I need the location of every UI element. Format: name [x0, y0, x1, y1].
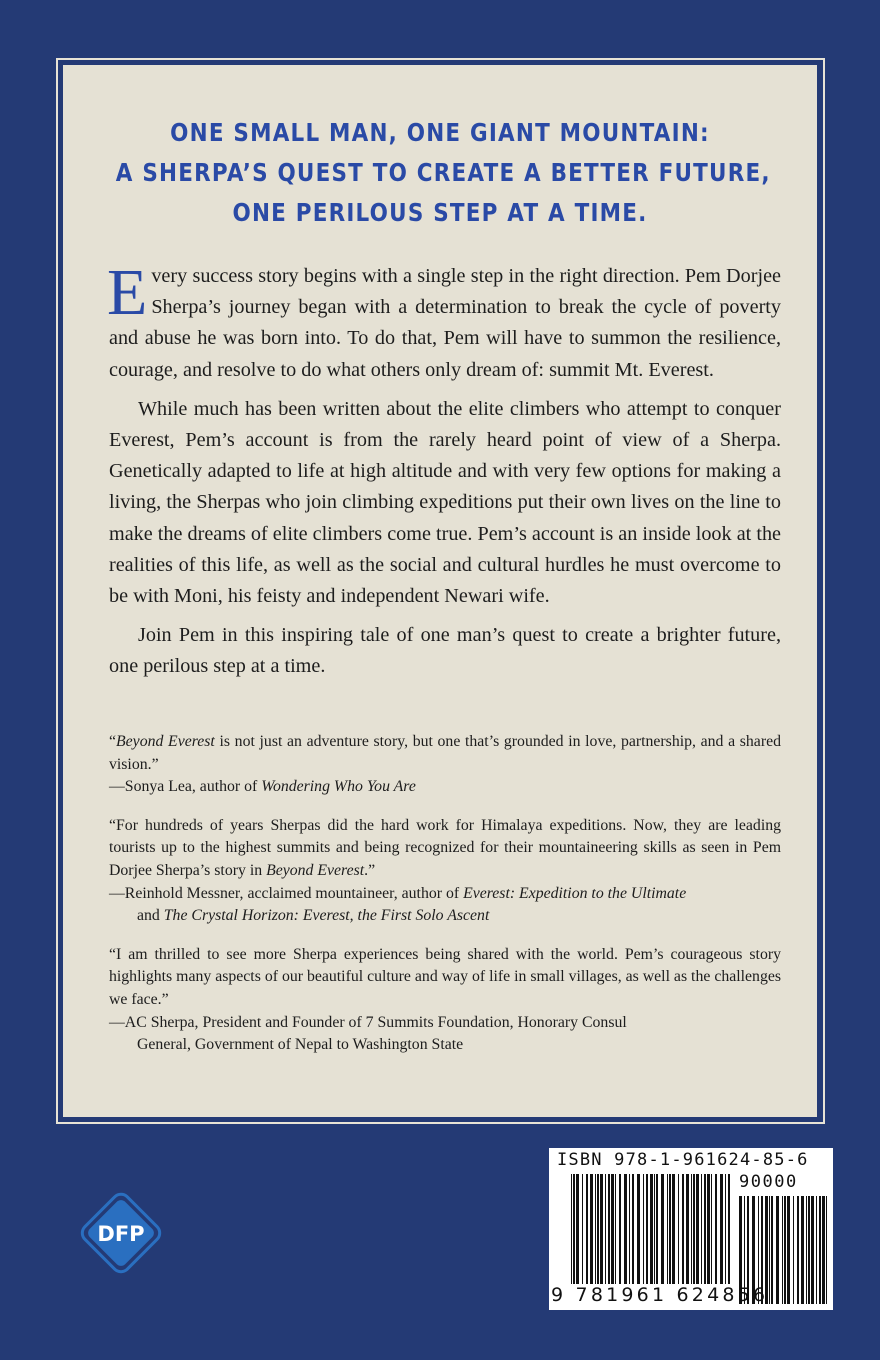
paragraph-2: While much has been written about the elite climbers who attempt to conquer Everest, Pem’s account is from the rarely heard point of view of a Sherpa. Genetically adapted to life at high altitude and with very few options for making a living, the Sherpas who join climbing expeditions put their own lives on the line to make the dreams of elite climbers come true. Pem’s account is an inside look at the realities of this life, as well as the social and cultural hurdles he must overcome to be with Moni, his feisty and independent Newari wife. [109, 397, 781, 608]
barcode-bar [654, 1174, 655, 1284]
drop-cap: E [107, 256, 148, 329]
barcode-bar [611, 1174, 614, 1284]
barcode-bar [686, 1174, 689, 1284]
attribution-continued [109, 905, 781, 928]
barcode-bar [808, 1196, 810, 1304]
paragraph-3: Join Pem in this inspiring tale of one man’s quest to create a brighter future, one perilous step at a time. [109, 624, 781, 678]
barcode-bar [816, 1196, 817, 1304]
quote-text: “For hundreds of years Sherpas did the hard work for Himalaya expeditions. Now, they are leading tourists up to the highest summits and being recognized for their mountaineering skills as seen in Pem Dorjee Sherpa’s story in [109, 816, 781, 879]
barcode-bar [590, 1174, 593, 1284]
endorsement-3 [109, 944, 781, 1057]
barcode-bar [643, 1174, 644, 1284]
ean-number: 9 781961 624856 [551, 1284, 769, 1306]
barcode-bar [822, 1196, 825, 1304]
headline-line-2: A SHERPA’S QUEST TO CREATE A BETTER FUTURE, [115, 158, 771, 187]
barcode-bar [669, 1174, 671, 1284]
barcode-bar [629, 1174, 630, 1284]
barcode-bar [597, 1174, 599, 1284]
barcode-bar [571, 1174, 572, 1284]
barcode-bar [624, 1174, 627, 1284]
attribution-and: and [137, 907, 164, 925]
endorsements [109, 731, 781, 1073]
barcode-bar [682, 1174, 684, 1284]
description [107, 256, 781, 691]
barcode-bar [701, 1174, 702, 1284]
barcode-bar [619, 1174, 621, 1284]
barcode-bar [650, 1174, 653, 1284]
barcode-bar [715, 1174, 717, 1284]
barcode-bar [693, 1174, 695, 1284]
barcode-bar [672, 1174, 675, 1284]
dfp-logo [74, 1186, 168, 1280]
attribution [109, 883, 781, 906]
barcode-bar [615, 1174, 616, 1284]
barcode-bar [811, 1196, 814, 1304]
barcode-bar [678, 1174, 679, 1284]
headline [115, 113, 771, 233]
barcode-bar [656, 1174, 658, 1284]
barcode-bar [586, 1174, 588, 1284]
barcode-bar [637, 1174, 640, 1284]
price-addon: 90000 [739, 1172, 798, 1192]
barcode-bar [646, 1174, 648, 1284]
barcode-bar [696, 1174, 699, 1284]
logo-text: DFP [97, 1222, 145, 1246]
endorsement-2 [109, 815, 781, 928]
attribution-continued: General, Government of Nepal to Washington State [137, 1036, 464, 1054]
barcode-bar [632, 1174, 634, 1284]
barcode-bar [728, 1174, 730, 1284]
barcode-bar [667, 1174, 668, 1284]
attribution-text: —Sonya Lea, author of [109, 778, 262, 796]
barcode-bar [769, 1196, 770, 1304]
barcode-bar [784, 1196, 786, 1304]
barcode-bar [605, 1174, 606, 1284]
paragraph-1-text: very success story begins with a single step in the right direction. Pem Dorjee Sherpa’s journey began with a determination to break the cycle of poverty and abuse he was born into. To do that, Pem will have to summon the resilience, courage, and resolve to do what others only dream of: summit Mt. Everest. [109, 265, 781, 381]
attribution-title: Wondering Who You Are [261, 778, 416, 796]
barcode-bar [720, 1174, 723, 1284]
barcode-bar [608, 1174, 610, 1284]
barcode-bar [806, 1196, 807, 1304]
attribution: —AC Sherpa, President and Founder of 7 Summits Foundation, Honorary Consul [109, 1013, 627, 1031]
barcode-bar [776, 1196, 779, 1304]
book-title: Beyond Everest [116, 733, 215, 750]
barcode-bar [707, 1174, 710, 1284]
isbn-label: ISBN 978-1-961624-85-6 [557, 1150, 809, 1170]
quote-close: .” [364, 861, 376, 879]
barcode-bar [582, 1174, 583, 1284]
barcode-bar [801, 1196, 804, 1304]
attribution-text: —Reinhold Messner, acclaimed mountaineer, author of [109, 884, 464, 902]
barcode-bar [787, 1196, 790, 1304]
barcode-bar [600, 1174, 603, 1284]
barcode-bar [711, 1174, 712, 1284]
barcode-bar [704, 1174, 706, 1284]
barcode-bar [782, 1196, 783, 1304]
quote-text: “I am thrilled to see more Sherpa experiences being shared with the world. Pem’s courageous story highlights many aspects of our beautiful culture and way of life in small villages, as well as the challenges we face.” [109, 945, 781, 1008]
endorsement-1 [109, 731, 781, 799]
barcode-bar [573, 1174, 575, 1284]
paragraph-1 [107, 256, 781, 386]
barcode-bar [826, 1196, 827, 1304]
barcode-bar [771, 1196, 773, 1304]
barcode-bar [793, 1196, 794, 1304]
barcode-bar [797, 1196, 799, 1304]
barcode-bar [819, 1196, 821, 1304]
attribution-title: The Crystal Horizon: Everest, the First Solo Ascent [163, 907, 490, 925]
barcode-bar [576, 1174, 579, 1284]
back-cover-panel [63, 65, 817, 1117]
attribution-title: Everest: Expedition to the Ultimate [463, 884, 687, 902]
barcode-bar [725, 1174, 726, 1284]
attribution [109, 776, 781, 799]
book-title: Beyond Everest [266, 861, 365, 879]
barcode-bar [691, 1174, 692, 1284]
barcode-bar [595, 1174, 596, 1284]
barcode-bar [661, 1174, 664, 1284]
headline-line-1: ONE SMALL MAN, ONE GIANT MOUNTAIN: [170, 118, 710, 147]
headline-line-3: ONE PERILOUS STEP AT A TIME. [232, 198, 648, 227]
quote-open: “ [109, 733, 117, 750]
quote-text: is not just an adventure story, but one that’s grounded in love, partnership, and a shared vision.” [109, 733, 781, 773]
isbn-barcode [549, 1148, 833, 1310]
